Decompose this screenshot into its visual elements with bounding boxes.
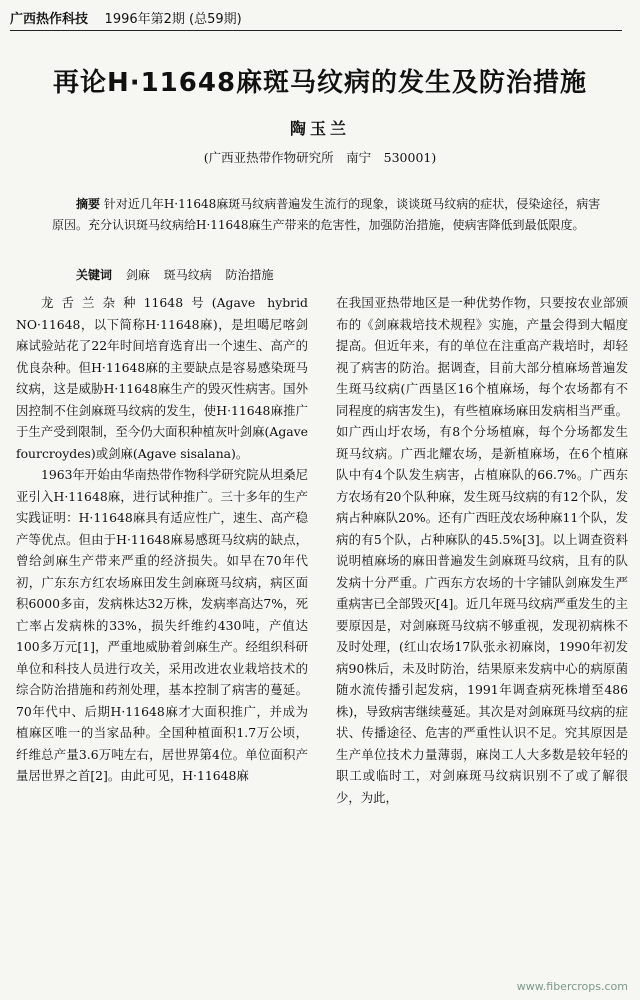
journal-header	[10, 8, 622, 31]
keyword: 防治措施	[225, 268, 274, 282]
site-watermark: www.fibercrops.com	[516, 980, 628, 993]
affiliation: (广西亚热带作物研究所 南宁 530001)	[203, 150, 437, 165]
issue-info: 1996年第2期 (总59期)	[104, 12, 242, 27]
keyword: 剑麻	[125, 268, 150, 282]
journal-name: 广西热作科技	[10, 12, 89, 27]
body-paragraph: 在我国亚热带地区是一种优势作物，只要按农业部颁布的《剑麻栽培技术规程》实施，产量会得到大幅度提高。但近年来，有的单位在注重高产栽培时，却轻视了病害的防治。据调查，目前大部分植麻场普遍发生斑马纹病(广西垦区16个植麻场，每个农场都有不同程度的病害发生)，有些植麻场麻田发病相当严重。如广西山圩农场，有8个分场植麻，每个分场都发生斑马纹病。广西北耀农场，是新植麻场，在6个植麻队中有4个队发生病害，占植麻队的66.7%。广西东方农场有20个队种麻，发生斑马纹病的有12个队，发病占种麻队20%。还有广西旺茂农场种麻11个队，发病的有5个队，占种麻队的45.5%[3]。以上调查资料说明植麻场的麻田普遍发生剑麻斑马纹病，且有的队发病十分严重。广西东方农场的十字铺队剑麻发生严重病害已全部毁灭[4]。近几年斑马纹病严重发生的主要原因是，对剑麻斑马纹病不够重视，发现初病株不及时处理，(红山农场17队张永初麻岗，1990年初发病90株后，未及时防治，结果原来发病中心的病原菌随水流传播引起发病，1991年调查病死株增至486株)，导致病害继续蔓延。其次是对剑麻斑马纹病的症状、传播途径、危害的严重性认识不足。究其原因是生产单位技术力量薄弱，麻岗工人大多数是较年轻的职工或临时工，对剑麻斑马纹病识别不了或了解很少，为此，	[336, 295, 628, 805]
body-column-right	[336, 292, 628, 808]
keyword: 斑马纹病	[163, 268, 212, 282]
body-paragraph: 1963年开始由华南热带作物科学研究院从坦桑尼亚引入H·11648麻，进行试种推广。三十多年的生产实践证明：H·11648麻具有适应性广，速生、高产稳产等优点。但由于H·11648麻易感斑马纹病的缺点，曾给剑麻生产带来严重的经济损失。如早在70年代初，广东东方红农场麻田发生剑麻斑马纹病，病区面积6000多亩，发病株达32万株，发病率高达7%，死亡率占发病株的33%，损失纤维约430吨，产值达100多万元[1]，严重地威胁着剑麻生产。经组织科研单位和科技人员进行攻关，采用改进农业栽培技术的综合防治措施和药剂处理，基本控制了病害的蔓延。70年代中、后期H·11648麻才大面积推广，并成为植麻区唯一的当家品种。全国种植面积1.7万公顷，纤维总产量3.6万吨左右，居世界第4位。单位面积产量居世界之首[2]。由此可见，H·11648麻	[16, 467, 308, 783]
abstract-text: 针对近几年H·11648麻斑马纹病普遍发生流行的现象，谈谈斑马纹病的症状，侵染途径，病害原因。充分认识斑马纹病给H·11648麻生产带来的危害性，加强防治措施，使病害降低到最低限度。	[52, 197, 601, 232]
body-paragraph: 龙舌兰杂种11648号(Agave hybrid NO·11648，以下简称H·11648麻)，是坦噶尼喀剑麻试验站花了22年时间培育选育出一个速生、高产的优良杂种。但H·11648麻的主要缺点是容易感染斑马纹病，这是威胁H·11648麻生产的毁灭性病害。国外因控制不住剑麻斑马纹病的发生，使H·11648麻推广于生产受到限制，至今仍大面积种植灰叶剑麻(Agave fourcroydes)或剑麻(Agave sisalana)。	[16, 295, 308, 461]
paper-title: 再论H·11648麻斑马纹病的发生及防治措施	[52, 68, 588, 98]
author-name: 陶玉兰	[289, 119, 350, 138]
keywords	[76, 266, 274, 283]
keywords-label: 关键词	[76, 268, 113, 282]
abstract	[52, 194, 602, 236]
abstract-label: 摘要	[76, 197, 101, 211]
body-column-left	[16, 292, 308, 787]
